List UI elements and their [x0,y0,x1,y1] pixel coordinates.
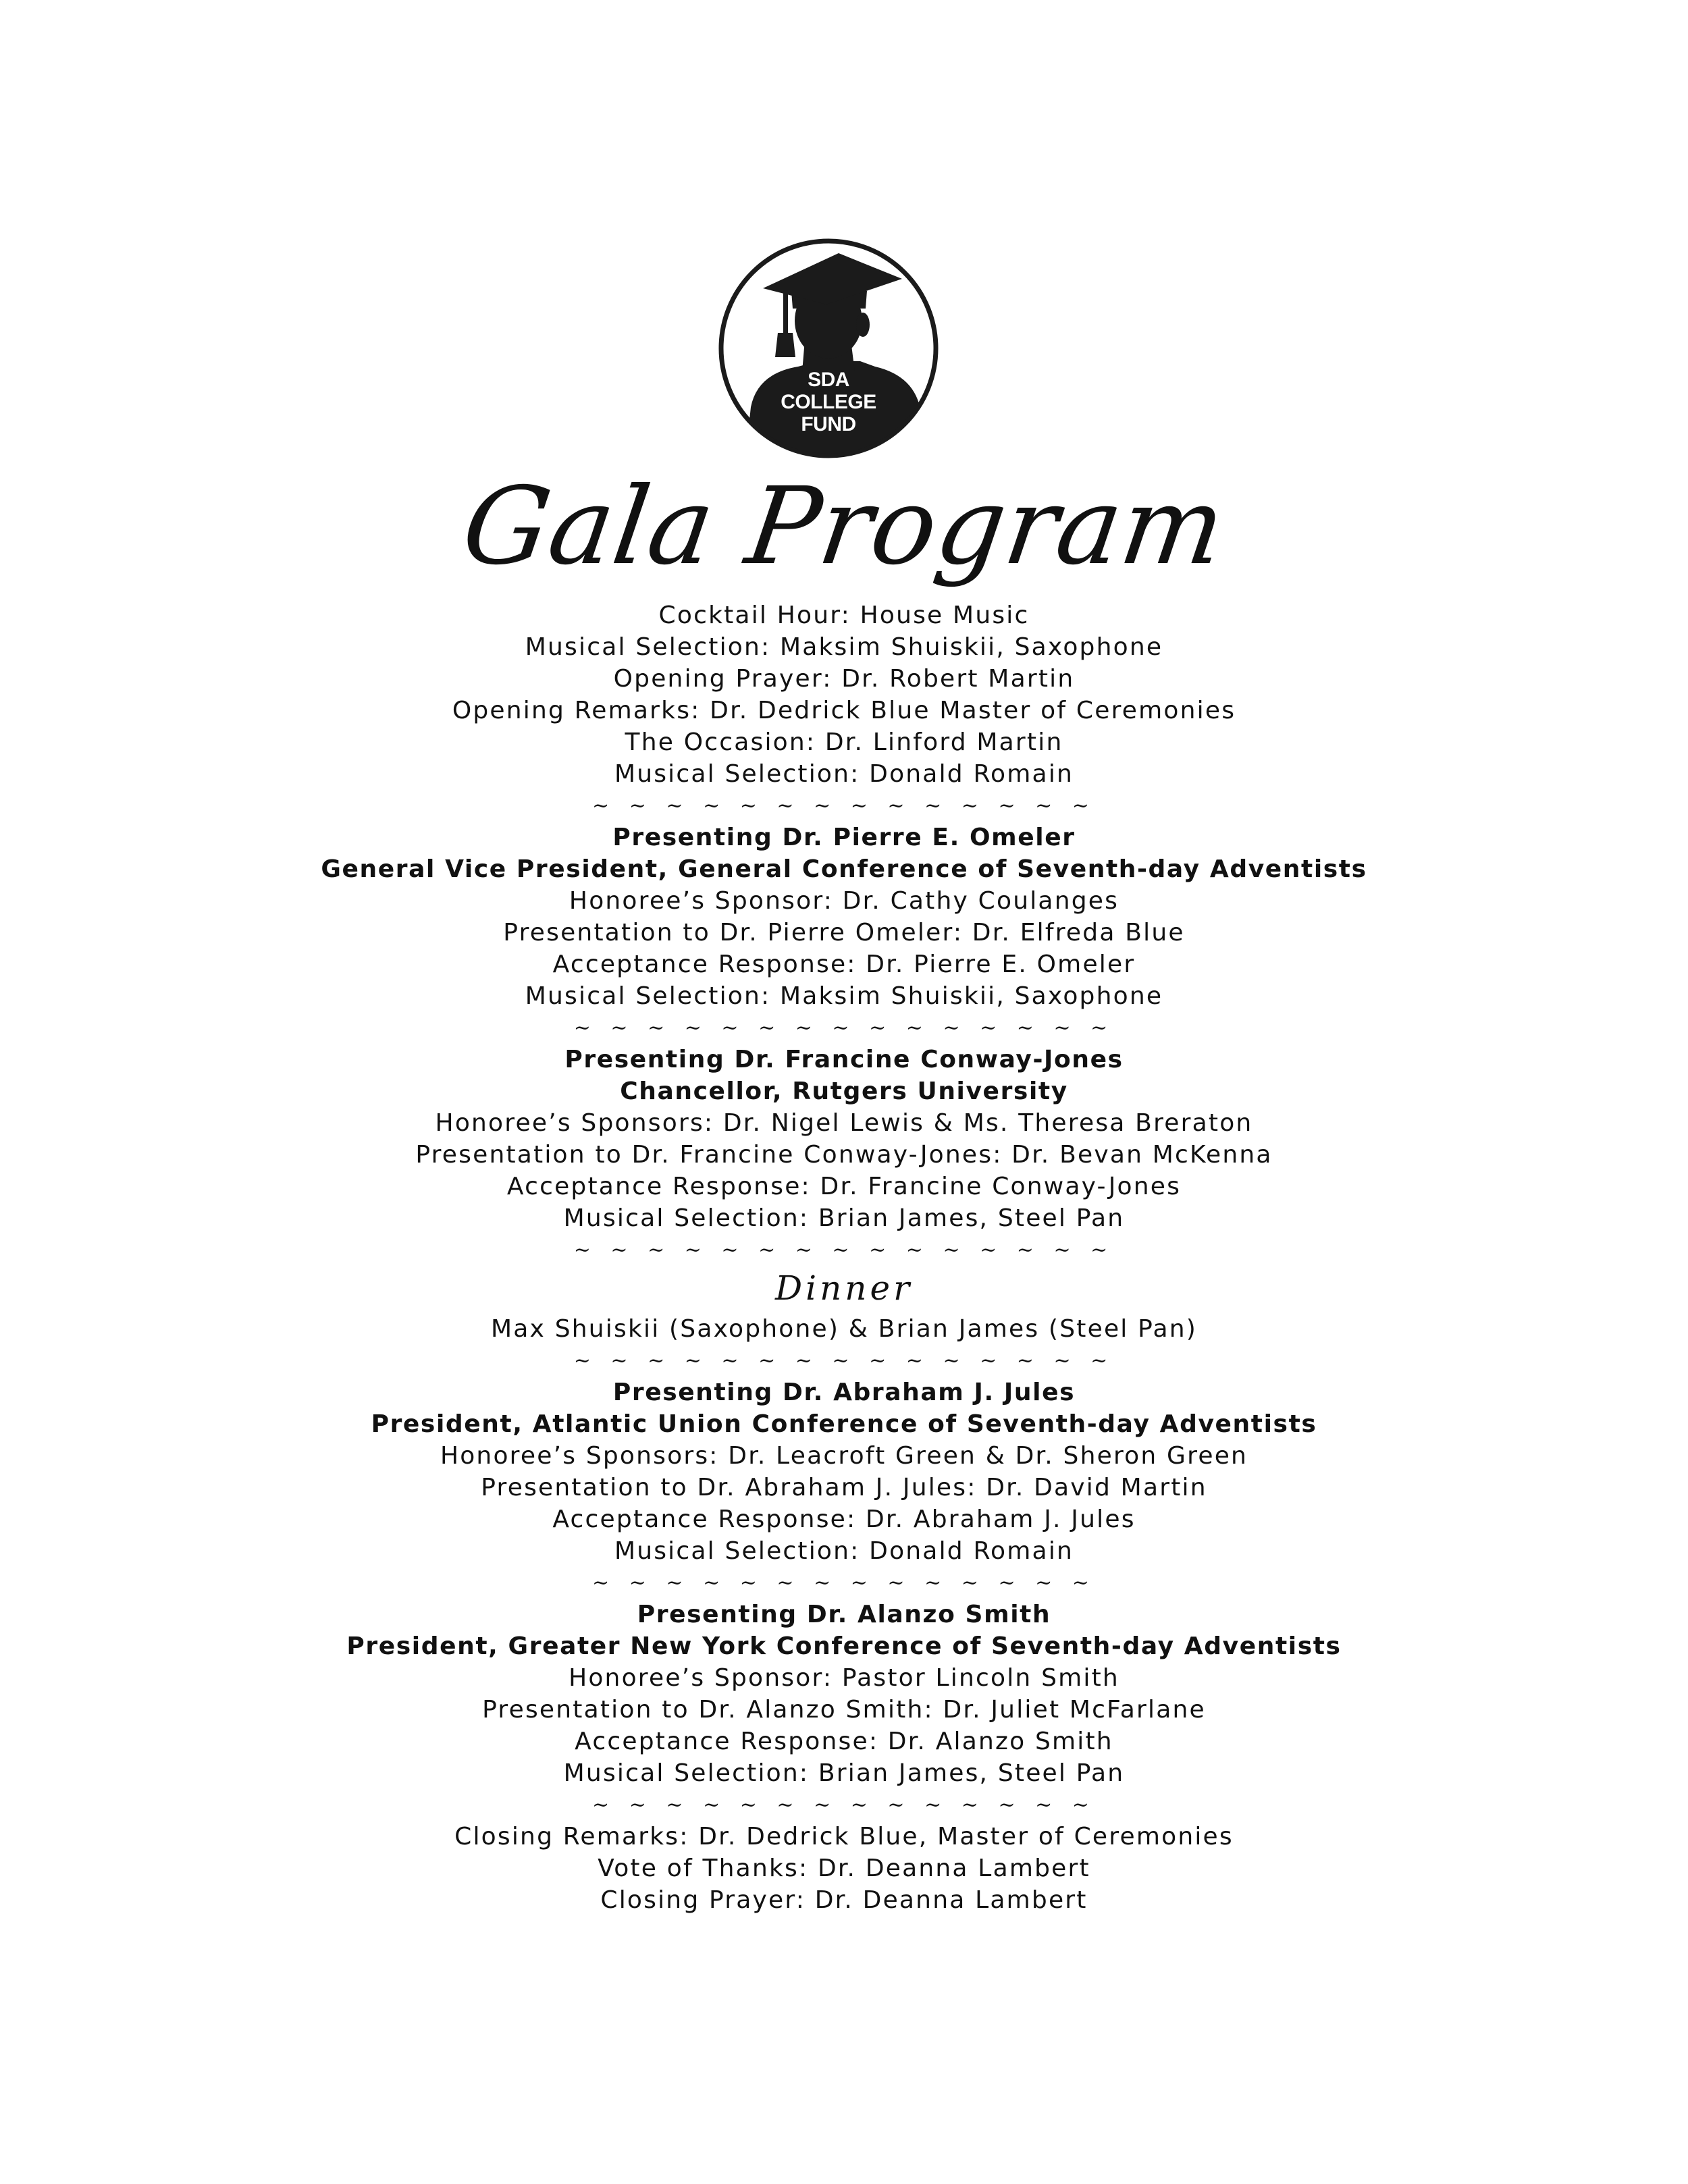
program-line: Cocktail Hour: House Music [658,602,1030,629]
logo-text-line: COLLEGE [781,391,876,413]
program-line: Acceptance Response: Dr. Pierre E. Omeler [552,951,1136,978]
program-list [0,600,1688,1916]
section-title: Dinner [775,1269,913,1308]
section-divider: ~ ~ ~ ~ ~ ~ ~ ~ ~ ~ ~ ~ ~ ~ ~ [573,1349,1115,1373]
logo-text [718,369,939,435]
program-heading: President, Atlantic Union Conference of Seventh-day Adventists [371,1410,1317,1438]
program-line: Presentation to Dr. Pierre Omeler: Dr. Elfreda Blue [503,919,1185,947]
section-divider: ~ ~ ~ ~ ~ ~ ~ ~ ~ ~ ~ ~ ~ ~ ~ [573,1016,1115,1040]
program-line: Vote of Thanks: Dr. Deanna Lambert [598,1855,1090,1882]
program-line: Closing Prayer: Dr. Deanna Lambert [600,1886,1088,1914]
program-line: Honoree’s Sponsor: Pastor Lincoln Smith [569,1664,1119,1692]
program-line: Honoree’s Sponsors: Dr. Leacroft Green & Dr. Sheron Green [440,1442,1248,1470]
program-line: Acceptance Response: Dr. Alanzo Smith [575,1728,1113,1755]
program-line: Presentation to Dr. Abraham J. Jules: Dr. David Martin [481,1474,1207,1501]
program-line: Musical Selection: Donald Romain [614,760,1074,788]
program-line: Acceptance Response: Dr. Francine Conway-Jones [506,1173,1182,1200]
program-heading: Presenting Dr. Abraham J. Jules [612,1379,1076,1406]
program-line: Honoree’s Sponsors: Dr. Nigel Lewis & Ms. Theresa Breraton [435,1109,1253,1137]
logo-text-line: SDA [808,369,849,391]
program-heading: Presenting Dr. Francine Conway-Jones [564,1046,1124,1073]
program-line: Acceptance Response: Dr. Abraham J. Jules [552,1506,1136,1533]
section-divider: ~ ~ ~ ~ ~ ~ ~ ~ ~ ~ ~ ~ ~ ~ ~ [573,1238,1115,1262]
section-divider: ~ ~ ~ ~ ~ ~ ~ ~ ~ ~ ~ ~ ~ ~ [592,794,1096,818]
program-line: Presentation to Dr. Francine Conway-Jones: Dr. Bevan McKenna [415,1141,1273,1169]
program-heading: President, Greater New York Conference of Seventh-day Adventists [346,1632,1342,1660]
program-heading: Chancellor, Rutgers University [620,1077,1068,1105]
program-line: Musical Selection: Donald Romain [614,1537,1074,1565]
section-divider: ~ ~ ~ ~ ~ ~ ~ ~ ~ ~ ~ ~ ~ ~ [592,1571,1096,1595]
program-heading: General Vice President, General Conference of Seventh-day Adventists [321,855,1367,883]
program-line: Musical Selection: Maksim Shuiskii, Saxophone [525,633,1163,661]
program-line: Musical Selection: Brian James, Steel Pan [563,1204,1125,1232]
program-line: Opening Remarks: Dr. Dedrick Blue Master of Ceremonies [452,697,1236,724]
program-line: Musical Selection: Maksim Shuiskii, Saxophone [525,982,1163,1010]
program-heading: Presenting Dr. Alanzo Smith [637,1601,1051,1628]
sda-college-fund-logo [718,238,939,458]
program-line: Max Shuiskii (Saxophone) & Brian James (Steel Pan) [491,1315,1197,1343]
program-heading: Presenting Dr. Pierre E. Omeler [612,824,1076,851]
program-line: The Occasion: Dr. Linford Martin [625,728,1063,756]
page-title: Gala Program [455,464,1233,589]
program-line: Presentation to Dr. Alanzo Smith: Dr. Juliet McFarlane [482,1696,1206,1724]
logo-text-line: FUND [801,413,856,435]
section-divider: ~ ~ ~ ~ ~ ~ ~ ~ ~ ~ ~ ~ ~ ~ [592,1793,1096,1817]
program-line: Closing Remarks: Dr. Dedrick Blue, Master of Ceremonies [454,1823,1234,1850]
program-line: Musical Selection: Brian James, Steel Pan [563,1759,1125,1787]
program-line: Honoree’s Sponsor: Dr. Cathy Coulanges [569,887,1119,915]
program-line: Opening Prayer: Dr. Robert Martin [613,665,1075,693]
